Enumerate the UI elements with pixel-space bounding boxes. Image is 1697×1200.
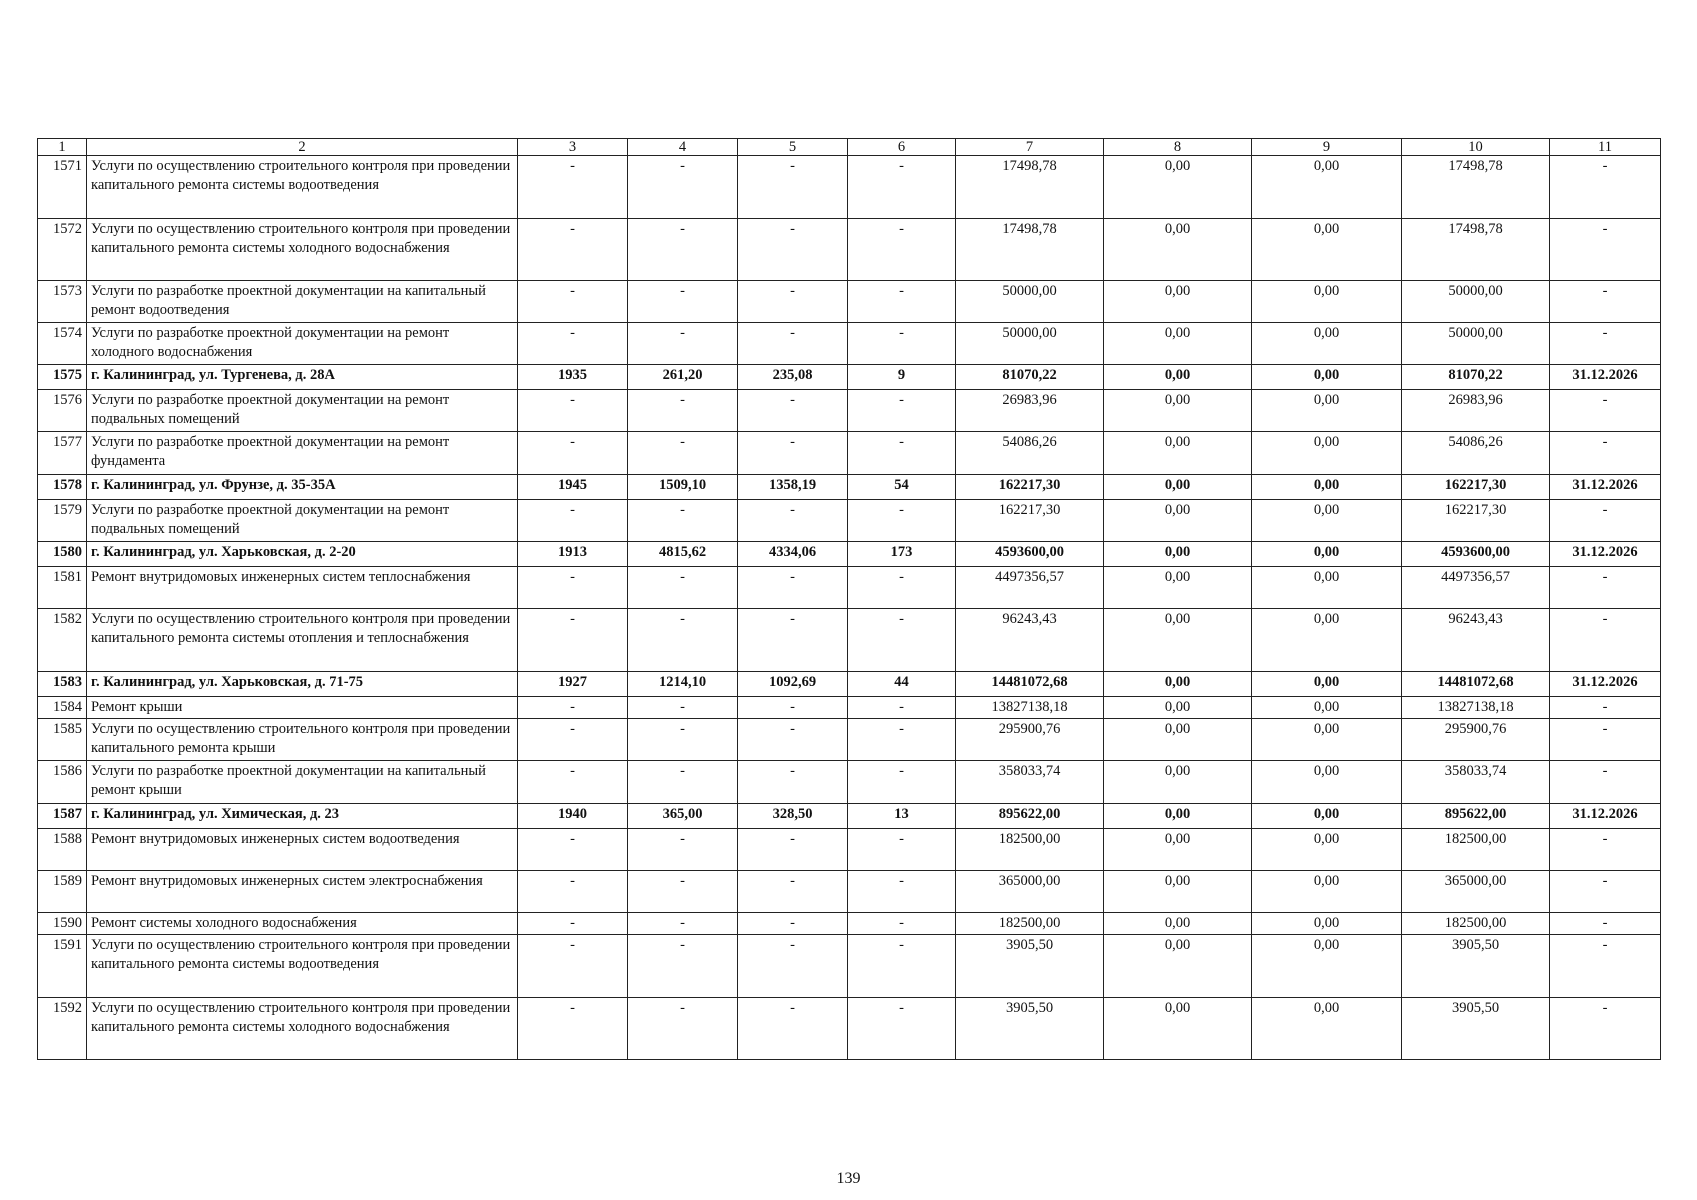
row-number: 1582: [38, 609, 87, 672]
total-area: -: [628, 432, 738, 475]
completion-date: -: [1550, 323, 1661, 365]
residents: 54: [848, 475, 956, 500]
total-cost: 162217,30: [956, 475, 1104, 500]
table-row: [38, 432, 1661, 475]
residents: -: [848, 390, 956, 432]
table-row: [38, 760, 1661, 803]
residents: 9: [848, 365, 956, 390]
table-row: [38, 323, 1661, 365]
total-area: 1214,10: [628, 672, 738, 697]
completion-date: -: [1550, 828, 1661, 870]
build-year: -: [518, 760, 628, 803]
total-area: -: [628, 281, 738, 323]
fund-cost: 0,00: [1104, 934, 1252, 997]
residents: -: [848, 912, 956, 934]
residents: -: [848, 997, 956, 1059]
item-name: г. Калининград, ул. Химическая, д. 23: [87, 803, 518, 828]
living-area: -: [738, 390, 848, 432]
total-area: -: [628, 870, 738, 912]
item-name: Услуги по разработке проектной документации на капитальный ремонт крыши: [87, 760, 518, 803]
total-area: -: [628, 390, 738, 432]
column-number: 10: [1402, 139, 1550, 156]
completion-date: -: [1550, 219, 1661, 281]
living-area: -: [738, 828, 848, 870]
completion-date: 31.12.2026: [1550, 542, 1661, 567]
total-area: -: [628, 697, 738, 719]
total-area: -: [628, 997, 738, 1059]
row-number: 1585: [38, 718, 87, 760]
total-cost: 295900,76: [956, 718, 1104, 760]
build-year: -: [518, 219, 628, 281]
total-cost: 4497356,57: [956, 567, 1104, 609]
owners-cost: 81070,22: [1402, 365, 1550, 390]
column-number: 9: [1252, 139, 1402, 156]
address-row: [38, 365, 1661, 390]
total-cost: 3905,50: [956, 997, 1104, 1059]
total-area: -: [628, 219, 738, 281]
owners-cost: 13827138,18: [1402, 697, 1550, 719]
living-area: -: [738, 500, 848, 542]
build-year: -: [518, 323, 628, 365]
build-year: -: [518, 997, 628, 1059]
budget-cost: 0,00: [1252, 156, 1402, 219]
table-row: [38, 500, 1661, 542]
total-cost: 182500,00: [956, 828, 1104, 870]
row-number: 1574: [38, 323, 87, 365]
table-row: [38, 390, 1661, 432]
item-name: Услуги по разработке проектной документации на капитальный ремонт водоотведения: [87, 281, 518, 323]
row-number: 1572: [38, 219, 87, 281]
build-year: 1945: [518, 475, 628, 500]
column-number: 3: [518, 139, 628, 156]
owners-cost: 4497356,57: [1402, 567, 1550, 609]
page-number: 139: [836, 1170, 861, 1187]
fund-cost: 0,00: [1104, 323, 1252, 365]
fund-cost: 0,00: [1104, 281, 1252, 323]
budget-cost: 0,00: [1252, 672, 1402, 697]
completion-date: -: [1550, 281, 1661, 323]
build-year: -: [518, 609, 628, 672]
completion-date: -: [1550, 390, 1661, 432]
total-area: -: [628, 718, 738, 760]
living-area: -: [738, 281, 848, 323]
item-name: г. Калининград, ул. Тургенева, д. 28А: [87, 365, 518, 390]
item-name: Ремонт внутридомовых инженерных систем электроснабжения: [87, 870, 518, 912]
residents: -: [848, 500, 956, 542]
row-number: 1578: [38, 475, 87, 500]
fund-cost: 0,00: [1104, 500, 1252, 542]
row-number: 1589: [38, 870, 87, 912]
column-number: 6: [848, 139, 956, 156]
table-row: [38, 718, 1661, 760]
build-year: -: [518, 432, 628, 475]
row-number: 1584: [38, 697, 87, 719]
row-number: 1591: [38, 934, 87, 997]
completion-date: -: [1550, 156, 1661, 219]
table-row: [38, 567, 1661, 609]
fund-cost: 0,00: [1104, 156, 1252, 219]
budget-cost: 0,00: [1252, 828, 1402, 870]
living-area: -: [738, 997, 848, 1059]
residents: -: [848, 219, 956, 281]
table-row: [38, 219, 1661, 281]
living-area: -: [738, 432, 848, 475]
living-area: -: [738, 760, 848, 803]
fund-cost: 0,00: [1104, 567, 1252, 609]
item-name: Услуги по осуществлению строительного контроля при проведении капитального ремонта системы холодного водоснабжения: [87, 219, 518, 281]
completion-date: -: [1550, 718, 1661, 760]
budget-cost: 0,00: [1252, 542, 1402, 567]
residents: -: [848, 870, 956, 912]
owners-cost: 162217,30: [1402, 500, 1550, 542]
row-number: 1576: [38, 390, 87, 432]
total-cost: 3905,50: [956, 934, 1104, 997]
completion-date: -: [1550, 912, 1661, 934]
table-row: [38, 609, 1661, 672]
budget-cost: 0,00: [1252, 432, 1402, 475]
owners-cost: 50000,00: [1402, 323, 1550, 365]
build-year: -: [518, 697, 628, 719]
item-name: Ремонт крыши: [87, 697, 518, 719]
total-cost: 50000,00: [956, 281, 1104, 323]
fund-cost: 0,00: [1104, 365, 1252, 390]
build-year: 1935: [518, 365, 628, 390]
owners-cost: 182500,00: [1402, 828, 1550, 870]
table-row: [38, 912, 1661, 934]
budget-cost: 0,00: [1252, 718, 1402, 760]
fund-cost: 0,00: [1104, 609, 1252, 672]
fund-cost: 0,00: [1104, 432, 1252, 475]
total-cost: 895622,00: [956, 803, 1104, 828]
total-cost: 365000,00: [956, 870, 1104, 912]
build-year: -: [518, 912, 628, 934]
build-year: -: [518, 934, 628, 997]
owners-cost: 54086,26: [1402, 432, 1550, 475]
build-year: -: [518, 500, 628, 542]
residents: -: [848, 323, 956, 365]
total-area: -: [628, 567, 738, 609]
owners-cost: 3905,50: [1402, 997, 1550, 1059]
row-number: 1581: [38, 567, 87, 609]
total-area: -: [628, 760, 738, 803]
residents: 44: [848, 672, 956, 697]
build-year: -: [518, 281, 628, 323]
fund-cost: 0,00: [1104, 672, 1252, 697]
build-year: 1913: [518, 542, 628, 567]
fund-cost: 0,00: [1104, 803, 1252, 828]
row-number: 1590: [38, 912, 87, 934]
item-name: Услуги по разработке проектной документации на ремонт холодного водоснабжения: [87, 323, 518, 365]
completion-date: -: [1550, 934, 1661, 997]
total-area: -: [628, 156, 738, 219]
column-number: 2: [87, 139, 518, 156]
residents: -: [848, 760, 956, 803]
fund-cost: 0,00: [1104, 760, 1252, 803]
owners-cost: 3905,50: [1402, 934, 1550, 997]
total-area: -: [628, 934, 738, 997]
fund-cost: 0,00: [1104, 912, 1252, 934]
fund-cost: 0,00: [1104, 475, 1252, 500]
build-year: 1940: [518, 803, 628, 828]
living-area: -: [738, 718, 848, 760]
completion-date: -: [1550, 432, 1661, 475]
total-cost: 50000,00: [956, 323, 1104, 365]
address-row: [38, 475, 1661, 500]
completion-date: -: [1550, 697, 1661, 719]
row-number: 1586: [38, 760, 87, 803]
budget-cost: 0,00: [1252, 390, 1402, 432]
total-area: -: [628, 828, 738, 870]
total-area: -: [628, 609, 738, 672]
budget-cost: 0,00: [1252, 609, 1402, 672]
table-row: [38, 870, 1661, 912]
address-row: [38, 672, 1661, 697]
item-name: Услуги по осуществлению строительного контроля при проведении капитального ремонта системы водоотведения: [87, 934, 518, 997]
fund-cost: 0,00: [1104, 697, 1252, 719]
row-number: 1592: [38, 997, 87, 1059]
item-name: Услуги по осуществлению строительного контроля при проведении капитального ремонта системы холодного водоснабжения: [87, 997, 518, 1059]
budget-cost: 0,00: [1252, 912, 1402, 934]
residents: -: [848, 432, 956, 475]
living-area: 1092,69: [738, 672, 848, 697]
budget-cost: 0,00: [1252, 997, 1402, 1059]
row-number: 1579: [38, 500, 87, 542]
living-area: 328,50: [738, 803, 848, 828]
residents: 13: [848, 803, 956, 828]
item-name: Услуги по разработке проектной документации на ремонт подвальных помещений: [87, 390, 518, 432]
total-area: 365,00: [628, 803, 738, 828]
budget-cost: 0,00: [1252, 500, 1402, 542]
address-row: [38, 542, 1661, 567]
fund-cost: 0,00: [1104, 870, 1252, 912]
owners-cost: 365000,00: [1402, 870, 1550, 912]
living-area: -: [738, 567, 848, 609]
residents: -: [848, 609, 956, 672]
owners-cost: 14481072,68: [1402, 672, 1550, 697]
completion-date: -: [1550, 997, 1661, 1059]
item-name: Услуги по осуществлению строительного контроля при проведении капитального ремонта крыши: [87, 718, 518, 760]
build-year: -: [518, 828, 628, 870]
owners-cost: 17498,78: [1402, 156, 1550, 219]
budget-cost: 0,00: [1252, 567, 1402, 609]
total-cost: 81070,22: [956, 365, 1104, 390]
residents: -: [848, 281, 956, 323]
completion-date: 31.12.2026: [1550, 672, 1661, 697]
residents: -: [848, 567, 956, 609]
address-row: [38, 803, 1661, 828]
row-number: 1580: [38, 542, 87, 567]
total-area: 1509,10: [628, 475, 738, 500]
item-name: Услуги по разработке проектной документации на ремонт подвальных помещений: [87, 500, 518, 542]
completion-date: 31.12.2026: [1550, 475, 1661, 500]
living-area: -: [738, 609, 848, 672]
total-area: -: [628, 912, 738, 934]
budget-cost: 0,00: [1252, 323, 1402, 365]
build-year: -: [518, 567, 628, 609]
column-number: 1: [38, 139, 87, 156]
item-name: г. Калининград, ул. Харьковская, д. 71-75: [87, 672, 518, 697]
total-cost: 54086,26: [956, 432, 1104, 475]
item-name: Услуги по осуществлению строительного контроля при проведении капитального ремонта системы водоотведения: [87, 156, 518, 219]
residents: -: [848, 718, 956, 760]
total-area: -: [628, 323, 738, 365]
fund-cost: 0,00: [1104, 828, 1252, 870]
total-area: 4815,62: [628, 542, 738, 567]
living-area: -: [738, 697, 848, 719]
table-row: [38, 828, 1661, 870]
item-name: Услуги по осуществлению строительного контроля при проведении капитального ремонта системы отопления и теплоснабжения: [87, 609, 518, 672]
item-name: Ремонт внутридомовых инженерных систем водоотведения: [87, 828, 518, 870]
owners-cost: 358033,74: [1402, 760, 1550, 803]
build-year: -: [518, 390, 628, 432]
repair-program-table: [37, 138, 1661, 1060]
item-name: Ремонт внутридомовых инженерных систем теплоснабжения: [87, 567, 518, 609]
completion-date: -: [1550, 870, 1661, 912]
build-year: -: [518, 870, 628, 912]
total-cost: 4593600,00: [956, 542, 1104, 567]
budget-cost: 0,00: [1252, 697, 1402, 719]
table-row: [38, 697, 1661, 719]
completion-date: 31.12.2026: [1550, 365, 1661, 390]
total-cost: 182500,00: [956, 912, 1104, 934]
owners-cost: 162217,30: [1402, 475, 1550, 500]
build-year: 1927: [518, 672, 628, 697]
column-number: 5: [738, 139, 848, 156]
row-number: 1588: [38, 828, 87, 870]
build-year: -: [518, 156, 628, 219]
living-area: 1358,19: [738, 475, 848, 500]
table-row: [38, 934, 1661, 997]
column-number: 8: [1104, 139, 1252, 156]
residents: 173: [848, 542, 956, 567]
row-number: 1583: [38, 672, 87, 697]
budget-cost: 0,00: [1252, 365, 1402, 390]
budget-cost: 0,00: [1252, 870, 1402, 912]
row-number: 1587: [38, 803, 87, 828]
item-name: г. Калининград, ул. Харьковская, д. 2-20: [87, 542, 518, 567]
total-cost: 14481072,68: [956, 672, 1104, 697]
completion-date: -: [1550, 567, 1661, 609]
total-cost: 17498,78: [956, 156, 1104, 219]
item-name: Услуги по разработке проектной документации на ремонт фундамента: [87, 432, 518, 475]
total-cost: 13827138,18: [956, 697, 1104, 719]
total-cost: 358033,74: [956, 760, 1104, 803]
total-cost: 17498,78: [956, 219, 1104, 281]
budget-cost: 0,00: [1252, 281, 1402, 323]
column-number: 7: [956, 139, 1104, 156]
residents: -: [848, 156, 956, 219]
fund-cost: 0,00: [1104, 390, 1252, 432]
living-area: -: [738, 323, 848, 365]
completion-date: -: [1550, 760, 1661, 803]
budget-cost: 0,00: [1252, 803, 1402, 828]
budget-cost: 0,00: [1252, 475, 1402, 500]
owners-cost: 4593600,00: [1402, 542, 1550, 567]
total-cost: 162217,30: [956, 500, 1104, 542]
row-number: 1575: [38, 365, 87, 390]
living-area: -: [738, 219, 848, 281]
completion-date: -: [1550, 500, 1661, 542]
residents: -: [848, 934, 956, 997]
owners-cost: 50000,00: [1402, 281, 1550, 323]
item-name: Ремонт системы холодного водоснабжения: [87, 912, 518, 934]
fund-cost: 0,00: [1104, 997, 1252, 1059]
owners-cost: 96243,43: [1402, 609, 1550, 672]
living-area: -: [738, 870, 848, 912]
fund-cost: 0,00: [1104, 718, 1252, 760]
living-area: -: [738, 912, 848, 934]
column-number: 11: [1550, 139, 1661, 156]
column-number-row: [38, 139, 1661, 156]
living-area: -: [738, 934, 848, 997]
budget-cost: 0,00: [1252, 934, 1402, 997]
table-row: [38, 997, 1661, 1059]
item-name: г. Калининград, ул. Фрунзе, д. 35-35А: [87, 475, 518, 500]
budget-cost: 0,00: [1252, 219, 1402, 281]
owners-cost: 182500,00: [1402, 912, 1550, 934]
total-area: -: [628, 500, 738, 542]
table-row: [38, 281, 1661, 323]
row-number: 1577: [38, 432, 87, 475]
residents: -: [848, 828, 956, 870]
build-year: -: [518, 718, 628, 760]
fund-cost: 0,00: [1104, 219, 1252, 281]
row-number: 1573: [38, 281, 87, 323]
owners-cost: 295900,76: [1402, 718, 1550, 760]
living-area: 235,08: [738, 365, 848, 390]
completion-date: 31.12.2026: [1550, 803, 1661, 828]
residents: -: [848, 697, 956, 719]
table-row: [38, 156, 1661, 219]
owners-cost: 26983,96: [1402, 390, 1550, 432]
owners-cost: 895622,00: [1402, 803, 1550, 828]
living-area: 4334,06: [738, 542, 848, 567]
living-area: -: [738, 156, 848, 219]
completion-date: -: [1550, 609, 1661, 672]
budget-cost: 0,00: [1252, 760, 1402, 803]
column-number: 4: [628, 139, 738, 156]
fund-cost: 0,00: [1104, 542, 1252, 567]
total-area: 261,20: [628, 365, 738, 390]
total-cost: 26983,96: [956, 390, 1104, 432]
row-number: 1571: [38, 156, 87, 219]
owners-cost: 17498,78: [1402, 219, 1550, 281]
total-cost: 96243,43: [956, 609, 1104, 672]
